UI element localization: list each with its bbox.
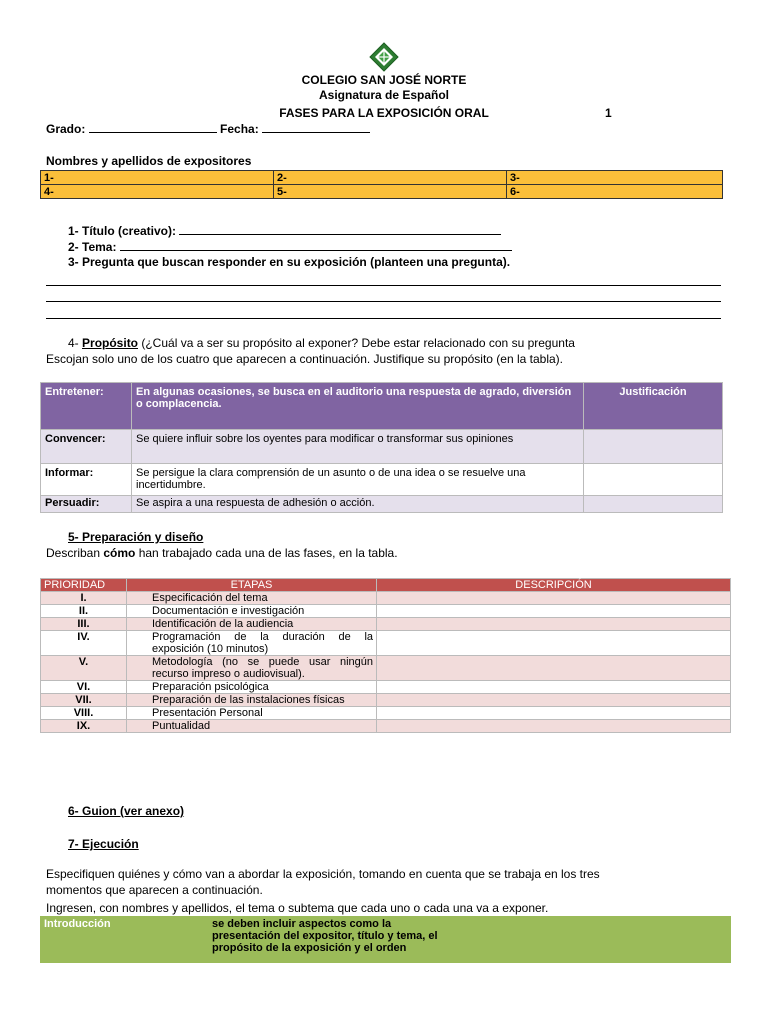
proposito-label: Entretener: <box>41 383 132 430</box>
etapa-num: IX. <box>41 720 127 733</box>
etapa-descripcion[interactable] <box>377 592 731 605</box>
proposito-heading: Propósito <box>82 336 139 350</box>
justificacion-cell[interactable] <box>584 430 723 464</box>
grado-label: Grado: <box>46 122 86 136</box>
ejecucion-heading: 7- Ejecución <box>68 837 139 851</box>
proposito-table <box>40 382 723 513</box>
proposito-label: Convencer: <box>41 430 132 464</box>
titulo-field[interactable] <box>179 223 501 235</box>
ejecucion-para2: Ingresen, con nombres y apellidos, el tema o subtema que cada uno o cada una va a exponer. <box>46 901 549 915</box>
etapa-descripcion[interactable] <box>377 656 731 681</box>
titulo-label: 1- Título (creativo): <box>68 224 177 238</box>
expositores-title: Nombres y apellidos de expositores <box>46 154 252 168</box>
etapa-name: Programación de la duración de la exposición (10 minutos) <box>127 631 377 656</box>
etapa-name: Presentación Personal <box>127 707 377 720</box>
etapa-name: Preparación psicológica <box>127 681 377 694</box>
etapa-num: III. <box>41 618 127 631</box>
etapa-descripcion[interactable] <box>377 720 731 733</box>
etapa-num: VI. <box>41 681 127 694</box>
etapa-descripcion[interactable] <box>377 618 731 631</box>
proposito-label: Informar: <box>41 464 132 496</box>
justificacion-cell[interactable] <box>584 464 723 496</box>
expositor-cell[interactable]: 1- <box>41 171 274 185</box>
items-list <box>68 223 512 270</box>
preparacion-heading: 5- Preparación y diseño <box>68 530 204 544</box>
etapa-name: Identificación de la audiencia <box>127 618 377 631</box>
guion-heading: 6- Guion (ver anexo) <box>68 804 185 818</box>
ejecucion-table <box>40 916 731 963</box>
answer-line[interactable] <box>46 285 721 286</box>
tema-field[interactable] <box>120 239 512 251</box>
preparacion-text-bold: cómo <box>103 546 136 560</box>
school-crest-icon <box>369 42 399 72</box>
proposito-number: 4- <box>68 336 79 350</box>
introduccion-label: Introducción <box>40 916 208 963</box>
proposito-line <box>68 335 575 351</box>
etapa-descripcion[interactable] <box>377 694 731 707</box>
expositor-cell[interactable]: 6- <box>507 185 723 199</box>
justificacion-header: Justificación <box>584 383 723 430</box>
etapa-name: Especificación del tema <box>127 592 377 605</box>
etapa-num: VII. <box>41 694 127 707</box>
etapa-name: Preparación de las instalaciones físicas <box>127 694 377 707</box>
introduccion-cell[interactable] <box>466 916 731 963</box>
proposito-text: (¿Cuál va a ser su propósito al exponer? Debe estar relacionado con su pregunta <box>141 336 575 350</box>
expositor-cell[interactable]: 3- <box>507 171 723 185</box>
etapa-name: Puntualidad <box>127 720 377 733</box>
etapas-table <box>40 578 731 733</box>
subject-name: Asignatura de Español <box>318 88 450 102</box>
proposito-desc: Se aspira a una respuesta de adhesión o acción. <box>132 496 584 513</box>
etapa-descripcion[interactable] <box>377 631 731 656</box>
etapa-name: Documentación e investigación <box>127 605 377 618</box>
preparacion-text-pre: Describan <box>46 546 104 560</box>
grado-field[interactable] <box>89 121 217 133</box>
etapa-num: I. <box>41 592 127 605</box>
expositor-cell[interactable]: 4- <box>41 185 274 199</box>
proposito-desc: Se persigue la clara comprensión de un asunto o de una idea o se resuelve una incertidumbre. <box>132 464 584 496</box>
grado-fecha-line <box>46 121 370 136</box>
proposito-label: Persuadir: <box>41 496 132 513</box>
ejecucion-para1-line1: Especifiquen quiénes y cómo van a abordar la exposición, tomando en cuenta que se trabaja en los tres <box>46 867 600 881</box>
etapa-num: V. <box>41 656 127 681</box>
expositores-table <box>40 170 723 199</box>
expositor-cell[interactable]: 2- <box>274 171 507 185</box>
document-title: FASES PARA LA EXPOSICIÓN ORAL <box>279 106 489 120</box>
expositor-cell[interactable]: 5- <box>274 185 507 199</box>
preparacion-text-post: han trabajado cada una de las fases, en la tabla. <box>135 546 398 560</box>
etapa-descripcion[interactable] <box>377 605 731 618</box>
preparacion-text <box>46 545 398 561</box>
proposito-instructions: Escojan solo uno de los cuatro que aparecen a continuación. Justifique su propósito (en la tabla). <box>46 352 563 366</box>
etapa-descripcion[interactable] <box>377 707 731 720</box>
introduccion-text: se deben incluir aspectos como la presentación del expositor, título y tema, el propósito de la exposición y el orden <box>208 916 466 963</box>
answer-line[interactable] <box>46 301 721 302</box>
pregunta-label: 3- Pregunta que buscan responder en su exposición (planteen una pregunta). <box>68 255 511 269</box>
etapa-num: IV. <box>41 631 127 656</box>
proposito-desc: Se quiere influir sobre los oyentes para modificar o transformar sus opiniones <box>132 430 584 464</box>
col-descripcion: DESCRIPCIÓN <box>377 579 731 592</box>
tema-row <box>68 239 512 255</box>
fecha-label: Fecha: <box>220 122 259 136</box>
etapa-descripcion[interactable] <box>377 681 731 694</box>
etapa-num: II. <box>41 605 127 618</box>
answer-line[interactable] <box>46 318 721 319</box>
school-name: COLEGIO SAN JOSÉ NORTE <box>301 73 467 87</box>
col-etapas: ETAPAS <box>127 579 377 592</box>
etapa-num: VIII. <box>41 707 127 720</box>
col-prioridad: PRIORIDAD <box>41 579 127 592</box>
fecha-field[interactable] <box>262 121 370 133</box>
titulo-row <box>68 223 512 239</box>
page-number: 1 <box>605 106 612 120</box>
proposito-desc: En algunas ocasiones, se busca en el auditorio una respuesta de agrado, diversión o complacencia. <box>132 383 584 430</box>
etapa-name: Metodología (no se puede usar ningún recurso impreso o audiovisual). <box>127 656 377 681</box>
tema-label: 2- Tema: <box>68 240 117 254</box>
justificacion-cell[interactable] <box>584 496 723 513</box>
ejecucion-para1-line2: momentos que aparecen a continuación. <box>46 883 263 897</box>
